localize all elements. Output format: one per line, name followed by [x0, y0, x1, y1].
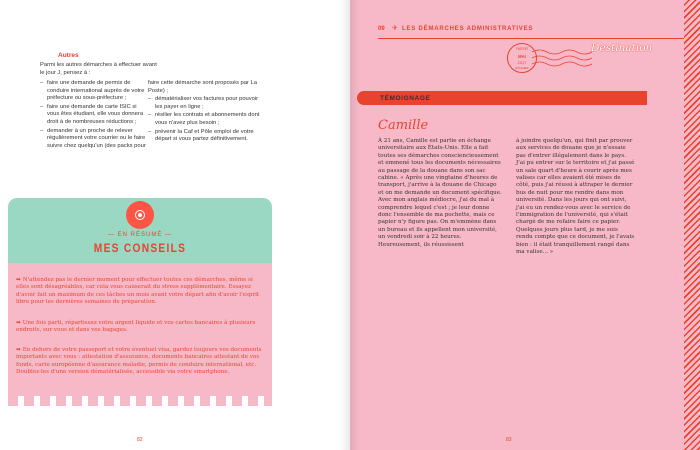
target-icon: [126, 201, 154, 229]
header-rule: [378, 38, 700, 39]
list-item: – dématérialiser vos factures pour pouvoir les payer en ligne ;: [148, 96, 259, 110]
list-item: – faire une demande de permis de conduire international auprès de votre préfecture ou sous-préfecture ;: [40, 80, 145, 102]
autres-heading: Autres: [58, 52, 79, 59]
checklist-column-1: [40, 80, 148, 151]
list-item: – demander à un proche de relever régulièrement votre courrier ou le faire suivre chez quelqu'un (des packs pour: [40, 127, 146, 149]
summary-box-body: [8, 263, 272, 396]
checklist-column-2: [148, 80, 266, 145]
list-item: – faire une demande de carte ISIC si vous êtes étudiant, elle vous donnera droit à de nombreuses réductions ;: [40, 103, 144, 125]
stripe-border: [8, 396, 272, 406]
destination-logo: Destination: [591, 42, 653, 54]
arrow-right-icon: ➡: [16, 277, 21, 283]
tip-item: ➡ N'attendez pas le dernier moment pour effectuer toutes ces démarches, même si elles sont désagréables, car cela vous causerait du stress supplémentaire. Essayez d'avoir fait un maximum de ces tâches un mois avant votre départ afin d'avoir l'esprit libre pour les dernières semaines de préparation.: [16, 277, 260, 306]
arrow-right-icon: ➡: [16, 347, 21, 353]
chapter-number: 09: [378, 26, 385, 32]
page-edge-stripes: [684, 0, 700, 450]
tip-item: ➡ En dehors de votre passeport et votre éventuel visa, gardez toujours vos documents importants avec vous : attestation d'assurance, documents bancaires attestant de vos fonds, carte européenne d'assurance maladie, permis de conduire international, etc. Doublez-les d'une version dématérialisée, accessible via votre smartphone.: [16, 347, 262, 376]
list-item: – prévenir la Caf et Pôle emploi de votre départ si vous partez définitivement.: [148, 128, 254, 143]
chapter-title: LES DÉMARCHES ADMINISTRATIVES: [402, 26, 534, 32]
tip-item: ➡ Une fois parti, répartissez votre argent liquide et vos cartes bancaires à plusieurs endroits, sur vous et dans vos bagages.: [16, 320, 256, 334]
page-number-right: 83: [506, 437, 512, 443]
testimony-column-2: à joindre quelqu'un, qui finit par prouver aux services de douane que je n'essaie pas d'entrer illégalement dans le pays. J'ai pu entrer sur le territoire et j'ai passé un sale quart d'heure à courir après mes valises car elles avaient été mises de côté, puis j'ai réussi à attraper le dernier bus de nuit pour me rendre dans mon université. Dans les jours qui ont suivi, j'ai eu un rendez-vous avec le service de l'immigration de l'université, qui s'était chargé de me refaire faire ce papier. Quelques jours plus tard, je me suis rendu compte que ce document, je l'avais bien : il était tranquillement rangé dans ma valise... »: [516, 138, 635, 256]
postmark-stamp-icon: PARTIR MAI 2017 ÉTUDIER: [507, 43, 537, 73]
testimony-name: Camille: [378, 118, 429, 133]
arrow-right-icon: ➡: [16, 320, 21, 326]
mes-conseils-title: MES CONSEILS: [93, 241, 187, 255]
plane-icon: ✈: [392, 25, 398, 32]
autres-intro: Parmi les autres démarches à effectuer avant le jour J, pensez à :: [40, 62, 157, 76]
book-gutter: [340, 0, 360, 450]
list-item: – résilier les contrats et abonnements dont vous n'avez plus besoin ;: [148, 112, 260, 126]
summary-box-header: [8, 198, 272, 263]
postmark-waves-icon: [532, 44, 592, 74]
list-item-continued: faire cette démarche sont proposés par La Poste) ;: [148, 80, 257, 94]
summary-box: [8, 198, 272, 410]
testimony-column-1: À 21 ans, Camille est partie en échange universitaire aux États-Unis. Elle a fait toutes ses démarches consciencieusement et emmené tous les documents nécessaires au passage de la douane dans son sac cabine. « Après une vingtaine d'heures de transport, j'arrive à la douane de Chicago et on me demande un document spécifique. Avec mon anglais médiocre, j'ai du mal à comprendre lequel c'est ; je leur donne donc l'ensemble de ma pochette, mais ce papier n'y figure pas. On m'emmène dans un bureau et ils appellent mon université, un vendredi soir à 22 heures. Heureusement, ils réussissent: [378, 138, 502, 248]
page-number-left: 82: [137, 437, 143, 443]
en-resume-label: — EN RÉSUMÉ —: [107, 232, 172, 238]
temoignage-label: TÉMOIGNAGE: [380, 95, 431, 102]
